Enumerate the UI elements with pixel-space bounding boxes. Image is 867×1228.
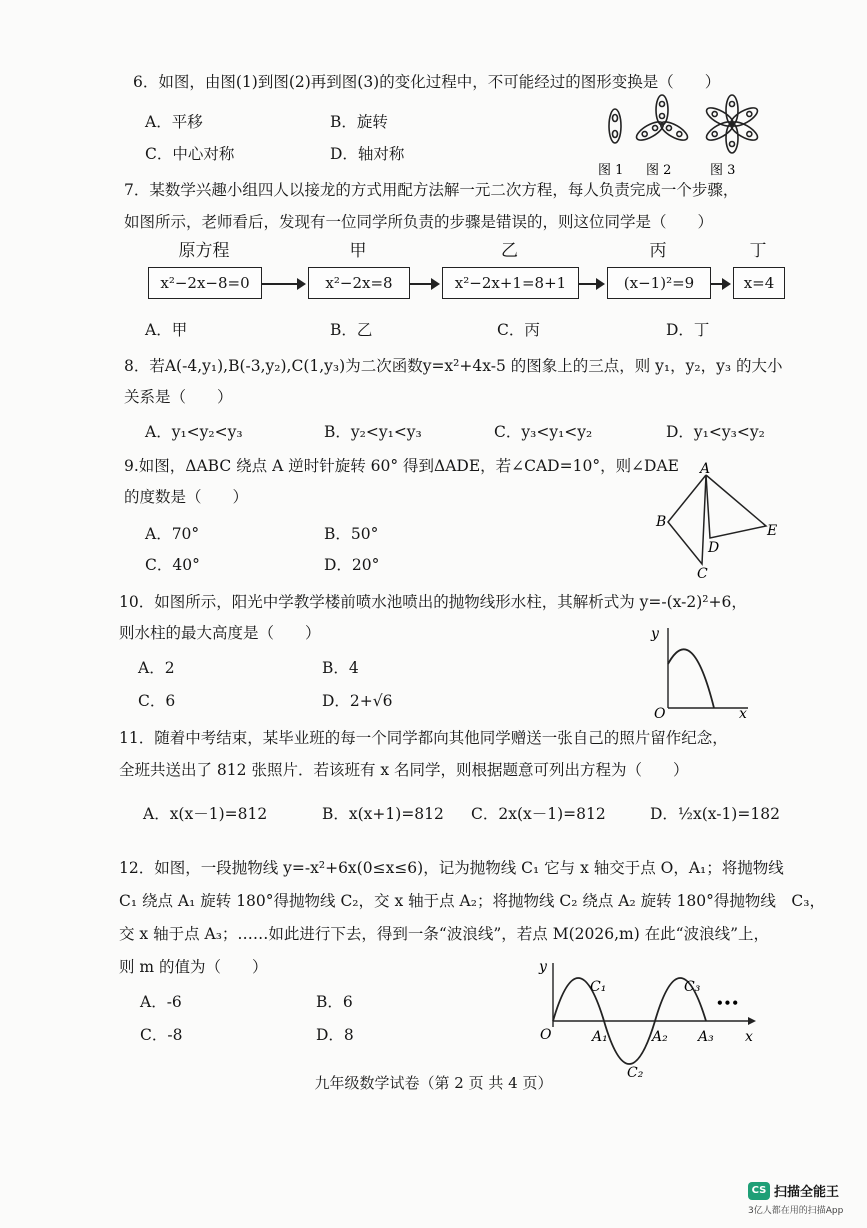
q6-fig-label-3: 图 3: [710, 163, 736, 178]
q11-option-c: C．2x(x－1)=812: [471, 805, 606, 823]
q6-figure-3: [704, 95, 760, 153]
q12-stem-line3: 交 x 轴于点 A₃；……如此进行下去，得到一条“波浪线”，若点 M(2026,m) 在此“波浪线”上，: [119, 925, 770, 943]
q12-option-c: C．-8: [140, 1026, 183, 1044]
q11-option-b: B．x(x+1)=812: [322, 805, 444, 823]
flow-box-original: x²−2x−8=0: [148, 267, 262, 299]
q8-option-b: B．y₂<y₁<y₃: [324, 423, 422, 441]
flow-label-jia: 甲: [349, 241, 367, 261]
flow-box-ding: x=4: [733, 267, 785, 299]
flow-arrow-4: [711, 283, 729, 285]
q8-option-a: A．y₁<y₂<y₃: [145, 423, 243, 441]
q6-stem: 6．如图，由图(1)到图(2)再到图(3)的变化过程中，不可能经过的图形变换是（ ）: [133, 73, 721, 91]
q12-stem-line2: C₁ 绕点 A₁ 旋转 180°得抛物线 C₂，交 x 轴于点 A₂；将抛物线 C₂ 绕点 A₂ 旋转 180°得抛物线 C₃，: [119, 892, 825, 910]
q12-stem-line1: 12．如图，一段抛物线 y=-x²+6x(0≤x≤6)，记为抛物线 C₁ 它与 x 轴交于点 O，A₁；将抛物线: [119, 859, 784, 877]
label-a1: A₁: [592, 1029, 608, 1045]
q6-option-b: B．旋转: [330, 113, 388, 131]
label-c3: C₃: [684, 979, 701, 995]
flow-box-jia: x²−2x=8: [308, 267, 410, 299]
q6-figure-2: [634, 95, 690, 144]
scanner-tagline: 3亿人都在用的扫描App: [748, 1206, 844, 1216]
q12-option-a: A．-6: [140, 993, 182, 1011]
q7-option-a: A．甲: [145, 321, 188, 339]
q10-stem-line2: 则水柱的最大高度是（ ）: [119, 624, 321, 642]
q9-option-c: C．40°: [145, 556, 200, 574]
q9-stem-line1: 9.如图，ΔABC 绕点 A 逆时针旋转 60° 得到ΔADE，若∠CAD=10°，则∠DAE: [124, 457, 679, 475]
q8-stem-line1: 8．若A(-4,y₁),B(-3,y₂),C(1,y₃)为二次函数y=x²+4x-5 的图象上的三点，则 y₁，y₂，y₃ 的大小: [124, 357, 783, 375]
q6-option-a: A．平移: [145, 113, 203, 131]
q11-stem-line1: 11．随着中考结束，某毕业班的每一个同学都向其他同学赠送一张自己的照片留作纪念，: [119, 729, 728, 747]
q9-triangle-figure: [650, 460, 785, 580]
page-footer: 九年级数学试卷（第 2 页 共 4 页）: [314, 1074, 553, 1092]
scanner-watermark: [748, 1181, 839, 1200]
q10-parabola-figure: [648, 620, 758, 720]
q6-option-c: C．中心对称: [145, 145, 235, 163]
flow-box-yi: x²−2x+1=8+1: [442, 267, 579, 299]
q6-figure-1: [609, 109, 621, 143]
q11-option-a: A．x(x－1)=812: [143, 805, 268, 823]
q10-option-d: D．2+√6: [322, 692, 393, 710]
q6-option-d: D．轴对称: [330, 145, 405, 163]
q7-option-d: D．丁: [666, 321, 710, 339]
q6-fig-label-2: 图 2: [646, 163, 672, 178]
label-a3: A₃: [698, 1029, 714, 1045]
q7-stem-line2: 如图所示，老师看后，发现有一位同学所负责的步骤是错误的，则这位同学是（ ）: [124, 213, 714, 231]
q12-option-d: D．8: [316, 1026, 354, 1044]
flow-label-ding: 丁: [749, 241, 767, 261]
q7-option-b: B．乙: [330, 321, 373, 339]
q10-option-b: B．4: [322, 659, 359, 677]
q10-stem-line1: 10．如图所示，阳光中学教学楼前喷水池喷出的抛物线形水柱，其解析式为 y=-(x-2)²+6，: [119, 593, 747, 611]
point-d-label: D: [708, 540, 720, 556]
q6-fig-label-1: 图 1: [598, 163, 624, 178]
q12-option-b: B．6: [316, 993, 353, 1011]
label-a2: A₂: [652, 1029, 668, 1045]
q8-option-d: D．y₁<y₃<y₂: [666, 423, 765, 441]
q10-axis-x: x: [739, 706, 747, 722]
point-a-label: A: [700, 461, 711, 477]
triangle-ade: [706, 475, 766, 538]
q11-stem-line2: 全班共送出了 812 张照片．若该班有 x 名同学，则根据题意可列出方程为（ ）: [119, 761, 689, 779]
q12-wave-figure: [530, 955, 760, 1081]
q8-option-c: C．y₃<y₁<y₂: [494, 423, 593, 441]
flow-box-bing: (x−1)²=9: [607, 267, 711, 299]
q12-stem-line4: 则 m 的值为（ ）: [119, 958, 268, 976]
q12-origin: O: [540, 1027, 552, 1043]
flow-label-yi: 乙: [501, 241, 518, 261]
cs-logo-icon: CS: [748, 1182, 770, 1200]
q8-stem-line2: 关系是（ ）: [124, 388, 233, 406]
q9-option-a: A．70°: [145, 525, 200, 543]
q11-option-d: D．½x(x-1)=182: [650, 805, 780, 823]
q9-stem-line2: 的度数是（ ）: [124, 488, 249, 506]
label-c2: C₂: [627, 1065, 644, 1081]
flow-arrow-1: [262, 283, 304, 285]
point-c-label: C: [697, 566, 708, 582]
q10-option-a: A．2: [138, 659, 175, 677]
point-e-label: E: [767, 523, 778, 539]
q10-option-c: C．6: [138, 692, 176, 710]
flow-label-bing: 丙: [649, 241, 667, 261]
point-b-label: B: [656, 514, 667, 530]
continuation-dots: •••: [716, 996, 740, 1010]
label-c1: C₁: [590, 979, 607, 995]
scanner-app-name: 扫描全能王: [774, 1185, 840, 1200]
q9-option-b: B．50°: [324, 525, 379, 543]
flow-arrow-2: [410, 283, 438, 285]
q12-axis-x: x: [745, 1029, 753, 1045]
flow-arrow-3: [579, 283, 603, 285]
triangle-abc: [668, 475, 706, 564]
q9-option-d: D．20°: [324, 556, 380, 574]
q12-axis-y: y: [539, 959, 547, 975]
flow-label-original: 原方程: [178, 241, 230, 261]
q7-option-c: C．丙: [497, 321, 540, 339]
water-parabola: [668, 649, 714, 708]
q10-origin: O: [654, 706, 666, 722]
q7-stem-line1: 7．某数学兴趣小组四人以接龙的方式用配方法解一元二次方程，每人负责完成一个步骤，: [124, 181, 739, 199]
q10-axis-y: y: [651, 626, 659, 642]
q6-figures: [600, 92, 770, 182]
